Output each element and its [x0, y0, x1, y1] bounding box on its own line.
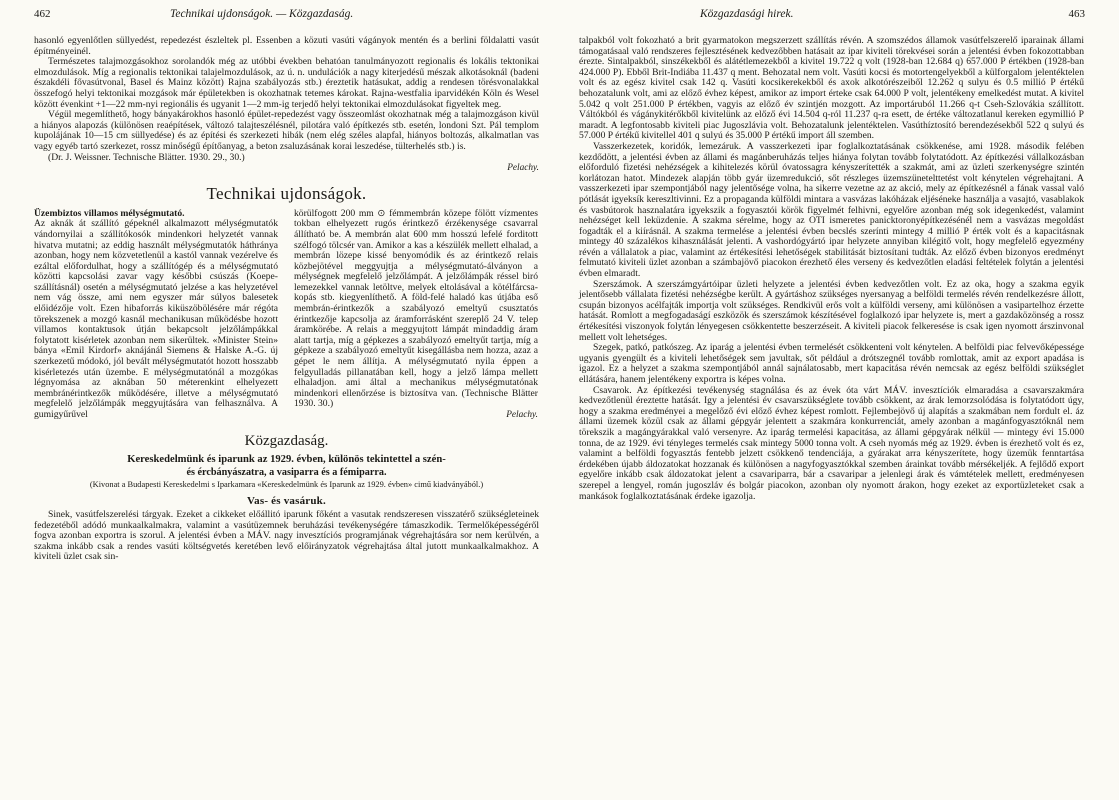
article-source-note: (Kivonat a Budapesti Kereskedelmi s Iparkamara «Kereskedelmünk és Iparunk az 1929. évben» cimű kiadványából.) [89, 479, 484, 489]
paragraph-source-note: (Dr. J. Weissner. Technische Blätter. 1930. 29., 30.) [48, 151, 245, 163]
paragraph: Végül megemlíthető, hogy bányakárokhos hasonló épület-repedezést vagy összeomlást okozhatnak még a talajmozgáson kivül a hiányos alapozás (különösen reaépítések, változó talajteszélésnél, pilotára való építkezés stb. esetén, londoni Szt. Pál templom kupolájának 10—15 cm süllyedése) és az építési és szerkezeti hibák (nem elég széles alapfal, hiányos boltozás, alkalmatlan vas vagy egyéb tartó szerkezet, rossz minőségű építőanyag, a beton zsaluzásának korai leszedése, tülterhelés stb.) is. [34, 109, 539, 152]
paragraph: Természetes talajmozgásokhoz sorolandók még az utóbbi években behatóan tanulmányozott regionalis és lokális tektonikai elmozdulások. Míg a regionalis tektonikai talajelmozdulások, az ú. n. undulációk a nagy kiterjedésű mészak alkotásoknál (badeni északdéli fővasútvonal, Basel és Mainz között) Rajna szabályozás stb.) éreztetik hatásukat, addig a rendesen törésvonalakkal összefogó helyi tektonikai mozgások már épületekben is okozhatnak tetemes károkat. Rajna-westfalia iparvidékén Köln és Wesel között évenkint +1—22 mm-nyi regionális és ugyanit 1—2 mm-ig terjedő helyi tektonikai elmozdulásokat figyeltek meg. [34, 56, 539, 110]
subsection-heading: Vas- és vasáruk. [247, 495, 326, 507]
running-head [0, 8, 1119, 24]
section-heading-kozgazdasag: Közgazdaság. [244, 432, 329, 449]
paragraph: Vasszerkezetek, koridók, lemezáruk. A vasszerkezeti ipar foglalkoztatásának csökkenése, ami 1928. második felében kezdődött, a jelentési évben az állami és magánberuházás teljes hiánya folytan tovább folytatódott. Az építkezési vállalkozásban előforduló fizetési nehézségek a kihitelezés körül óvatossagra kényszerítették a szakmát, ami az üzleti szerkenységre szintén korlátozan hatot. Mindezek alapján több gyár üzemredukció, sőt részleges üzemszünetelttetést volt kénytelen végrehajtani. A vasszerkezeti ipar szempontjából nagy jelentősége volna, ha sikerre vezetne az az akció, mely az építkezésnél a fának vassal való pótlását igyeksík kereszltivinni. Ez a propaganda külföldi mintara a vasvázas lakóházak eljéséneke használja a vasajtó, vasablakok és vasbútorok hasznalatára igyekszik a fogyasztói körök figyelmét felhivni, egyelőre azonban még sok idegenkedést, valamint nehézséget kell leküzdenie. A szakma sérelme, hogy az OTI ismeretes panicktoronyépítkezésénél nem a vasvázas megoldást fogadták el a kiírásnál. A szakma termelése a jelentési évben becslés szerínti mintegy 4 millió P érték volt és a kapacitásnak mintegy 40 százalékos kihasználását jelenti. A vashordógyártó ipar helyzete annyiban kilégitő volt, hogy megfelelő egyezmény révén a vállalatok a piac, valamint az értékesítési lehetőségek stabilitását biztosítani tudták. Az előző évben bizonyos eredményt felmutató kiviteli üzlet azonban a számbajövő piacokon érezhető éles verseny és kedvezőtlen eladási feltételek folytán a jelentési évben elmaradt. [579, 140, 1084, 280]
section-heading-technikai: Technikai ujdonságok. [206, 183, 367, 203]
left-column [34, 36, 539, 786]
article-title-text: Üzembiztos villamos mélységmutató. [34, 207, 185, 219]
paragraph: Az aknák át szállító gépeknél alkalmazott mélységmutatók vándornyilai a szállítókosók mindenkori helyzetét vannak hivatva mutatni; az eddig használt mélységmutatók háthránya azonban, hogy nem közvetetlenül a kastól vannak vezérelve és ezáltal előfordulhat, hogy a szállítógép és a mélységmutató közötti kapcsolási zavar vagy későbbi csúszás (Koepe-szállításnál) osetén a mélységmutató jelzése a kas helyzetével nem vág össze, ami nem egyszer már súlyos balesetek előidézője volt. Ezen hibaforrás kiküszöbölésére már régóta törekszenek a mozgó kasnál mechanikusan működésbe hozott villamos kontaktusok útján bekapcsolt jelzőlámpákkal folytatott kisérletek azonban nem sikerültek. «Minister Stein» bánya «Emil Kirdorf» aknájánál Siemens & Halske A.-G. új szerkezetű módokó, jól bevált mélységmutatót hozott hosszabb kisérletezés után üzembe. E mélységmutatónál a mozgókas légnyomása az aknában 50 méterenkint elhelyezett membránérintkezők működésére, illetve a mélységmutató megfelelő jelzőlámpák meggyujtására van felhasználva. A gumigyűrűvel [34, 218, 278, 420]
paragraph: Szegek, patkó, patkószeg. Az iparág a jelentési évben termelését csökkenteni volt kénytelen. A belföldi piac felvevőképessége ugyanis gyengült és a kiviteli lehetőségek sem javultak, sőt például a drótszegnél tovább romlottak, amit az export apadása is igazol. Ez a helyzet a szakma szempontjából annál sajnálatosabb, mert kapacitása révén nemcsak az egész belföldi szükséglet ellátására, hanem jelentékeny exportra is képes volna. [579, 342, 1084, 385]
running-title-right: Közgazdasági hirek. [700, 8, 794, 20]
paragraph: talpakból volt fokozható a brit gyarmatokon megszerzett szállítás révén. A szomszédos államok vasútfelszerelő iparainak állami támogatásaal való rendszeres fejlesztésének kedvezőbben hatásait az ipar kiviteli törekvései során a jelentési évben fokozottabban érezte. Sintalpakból, sinszékekből és alátétlemezekből a kivitel 19.722 q volt (1928-ban 12.684 q) 657.000 P értékben (1928-ban 424.000 P). Ebből Brit-Indiába 11.437 q ment. Behozatal nem volt. Vasúti kocsi és motortengelyekből a külforgalom jelentéktelen volt és az egész kivitel csak 142 q. Vasúti kocsikerekekből és axok alkotórészeiből 12.262 q sulyu és 0.5 millió P értékű behozatalunk volt, ami az előző évhez képest, amikor az import érteke csak 64.000 P volt, jelentékeny emelkedést mutat. A kivitel 5.042 q volt 251.000 P értékben, vagyis az előző év szintjén mozgott. Az importáruból 11.266 q-t Cseh-Szlovákia szállított. Váltókból és vágánykitérőkből kivitelünk az előző évi 14.504 q-ról 11.237 q-ra esett, de értéke változatlanul kereken egymillió P maradt. A legfontosabb kiviteli piac Jugoszlávia volt. Behozatalunk jelentéktelen. Vasúthíztosító berendezésekből 522 q sulyú és 57.000 P értékű kivitellel 401 q sulyú és 35.000 P értékű import áll szemben. [579, 35, 1084, 142]
paragraph: Csavarok. Az építkezési tevékenység stagnálása és az évek óta várt MÁV. invesztíciók elmaradása a csavarszakmára kedvezőtlenül éreztette hatását. Igy a jelentési év csavarszükséglete tovább csökkent, az árak lemorzsolódása is folytatódott úgy, hogy a szakma eredményei a megelőző évi előző évhez képest romlott. Fejlembejövő új alapítás a szakmában nem fordult el. áz állami üzemek közül csak az állami gépgyár jelentett a szakmára konkurrenciát, amely azonban a magánfogyasztóknál nem törekszik a magángyárakkal való versenyre. Az iparág termelési kapacitása, az állami gépgyárak nélkül — mintegy évi 15.000 tonna, de az 1929. évi tényleges termelés csak mintegy 5000 tonna volt. A cseh nyomás még az 1929. évben is érezhető volt és ez, valamint a belföldi fogyasztás fentebb jelzett csökkenő tendenciája, a gyárakat arra kényszerítete, hogy üzemük fenntartása érdekében újabb áldozatokat hozzanak és különösen a nagyfogyasztókkal szemben árainkat tovább mérsékeljék. A fejlődő export egyelőre inkább csak áldozatokat jelent a csavariparra, bár a csavaripar a jelenlegi árak és vámtételek mellett, eredményesen szerepel a lengyel, román jugoszláv és bolgár piacokon, azonban oly nyomott árakon, hogy ezeket az exportüzleteket csak a mankások foglalkoztatásának érdeke igazolja. [579, 384, 1084, 502]
paragraph: hasonló egyenlőtlen süllyedést, repedezést észleltek pl. Essenben a közuti vasúti vágányok mentén és a berlini földalatti vasút építményeinél. [34, 35, 539, 57]
article-subtitle-line1: Kereskedelmünk és iparunk az 1929. évben, különös tekintettel a szén- [127, 453, 446, 465]
signature: Pelachy. [506, 410, 538, 420]
paragraph: Sinek, vasútfelszerelési tárgyak. Ezeket a cikkeket előállitó iparunk főként a vasutak rendszeresen visszatérő szükségleteinek fedezetéből adódó munkaalkalmakra, valamint a vasútüzemnek beruházási tevékenységére támaszkodik. Termelőképességéről fogva azonban exportra is szorul. A jelentési évben a MÁV. nagy invesztíciós programjának végrehajtására sor nem kerülvén, a szakma inkább csak a rendes vasúti költségvetés keretében levő előirányzatok végrehajtása által jutott munkaalkalmakhoz. A kiviteli üzlet csak sin- [34, 509, 539, 563]
running-title-left: Technikai ujdonságok. — Közgazdaság. [170, 8, 354, 20]
paragraph: Szerszámok. A szerszámgyártóipar üzleti helyzete a jelentési évben kedvezőtlen volt. Ez az oka, hogy a szakma egyik jelentősebb vállalata fizetési nehézségbe került. A gyártáshoz szükséges nyersanyag a belföldi termelés révén rendelkezésre állott, csupán bizonyos acélfajták importja volt szükséges. Rendkivül erős volt a külföldi verseny, ami különösen a vasipartelhoz érzette hatását. Romlott a megfogadaságí eszközök és szerszámok készítésével foglalkozó ipar helyzete is, mert a gazdaközönség a rossz értékesítési viszonyok folytán lényegesen csökkentette beszerzéseit. A kiviteli piacok felkeresése is csak igen nyomott árszinvonal mellett volt lehetséges. [579, 278, 1084, 343]
article-subtitle-line2: és ércbányászatra, a vasiparra és a fémiparra. [186, 466, 387, 478]
two-column-body [34, 36, 1085, 786]
folio-left: 462 [34, 8, 51, 20]
paragraph: körülfogott 200 mm ⊙ fémmembrán közepe fölött vízmentes tokban elhelyezett rugós érintkező érzékenysége csavarral állítható be. A membrán alat 600 mm hosszú lefelé forditott szélfogó tölcsér van. Amikor a kas a készülék mellett elhalad, a membrán lözepe kissé benyomódik és az érintkező relais közbejötével meggyujtja a mélységmutató-álványon a mélységnek megfelelő jelzőlámpát. A jelzőlámpák réssel biró lemezekkel vannak letöltve, melyek eltolásával a kötélfárcsa-kopás stb. kiegyenlíthető. A föld-felé haladó kas útjába eső membrán-érintkezők a szabályozó emeltyű csusztatós érintkezője kapcsolja az áramforrásként szereplő 24 V. telep áramkörébe. A relais a meggyujtott lámpát mindaddig áram alatt tartja, míg a gépkezes a szabályozó emeltyűt tartja, míg a gépkeze a szabályozó emeltyűt kisegállásba nem hozza, azaz a gépet le nem állítja. A mélységmutató nyila éppen a felgyulladás pillanatában kell, hogy a jelző lámpa mellett elhaladjon. ami által a mechanikus mélységmutatónak mindenkori ellenőrzése is biztosítva van. (Technische Blätter 1930. 30.) [294, 207, 538, 410]
signature: Pelachy. [507, 163, 539, 174]
folio-right: 463 [1068, 8, 1085, 20]
right-column [579, 36, 1084, 786]
